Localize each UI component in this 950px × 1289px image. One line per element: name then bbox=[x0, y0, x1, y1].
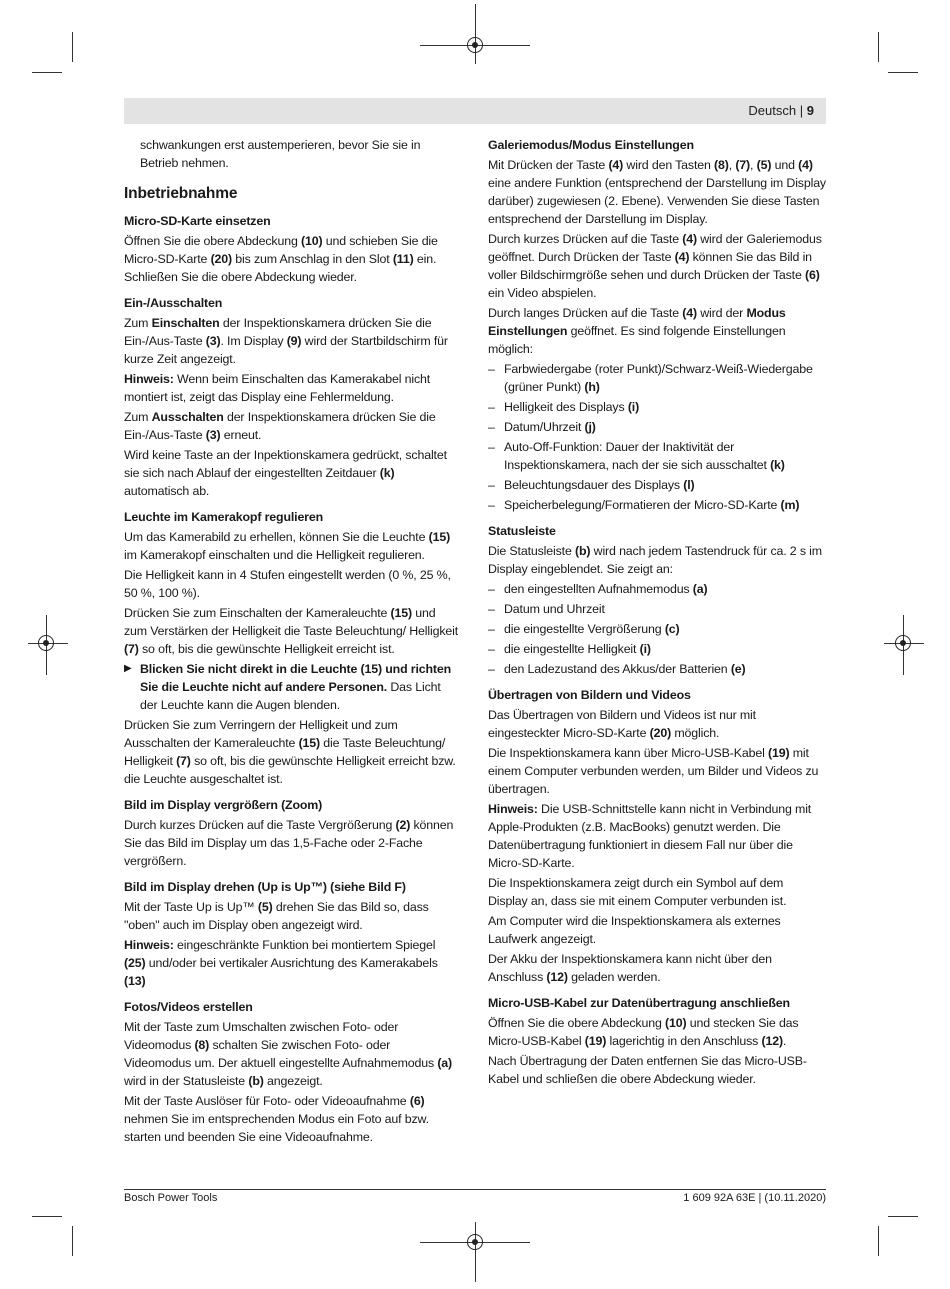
paragraph: Zum Einschalten der Inspektionskamera drücken Sie die Ein-/Aus-Taste (3). Im Display (9) wird der Startbildschirm für kurze Zeit angezeigt. bbox=[124, 316, 448, 366]
page-label bbox=[748, 103, 814, 118]
paragraph: Wird keine Taste an der Inpektionskamera gedrückt, schaltet sie sich nach Ablauf der eingestellten Zeitdauer (k) automatisch ab. bbox=[124, 448, 447, 498]
note: Hinweis: Wenn beim Einschalten das Kamerakabel nicht montiert ist, zeigt das Display eine Fehlermeldung. bbox=[124, 372, 431, 404]
heading: Galeriemodus/Modus Einstellungen bbox=[488, 138, 694, 152]
paragraph: Drücken Sie zum Einschalten der Kameraleuchte (15) und zum Verstärken der Helligkeit die Taste Beleuchtung/ Helligkeit (7) so oft, bis die gewünschte Helligkeit erreicht ist. bbox=[124, 606, 458, 656]
list-item: – Helligkeit des Displays (i) bbox=[488, 398, 826, 416]
paragraph: Der Akku der Inspektionskamera kann nicht über den Anschluss (12) geladen werden. bbox=[488, 952, 772, 984]
list-item: – Farbwiedergabe (roter Punkt)/Schwarz-Weiß-Wiedergabe (grüner Punkt) (h) bbox=[488, 360, 826, 396]
left-column bbox=[124, 136, 460, 1148]
crop-mark bbox=[32, 72, 62, 73]
right-column bbox=[488, 136, 826, 1090]
paragraph: Die Statusleiste (b) wird nach jedem Tastendruck für ca. 2 s im Display eingeblendet. Sie zeigt an: bbox=[488, 544, 822, 576]
crop-mark bbox=[475, 1222, 476, 1282]
heading: Fotos/Videos erstellen bbox=[124, 1000, 253, 1014]
footer-rule bbox=[124, 1189, 826, 1190]
paragraph: Durch langes Drücken auf die Taste (4) wird der Modus Einstellungen geöffnet. Es sind folgende Einstellungen möglich: bbox=[488, 306, 786, 356]
section-title: Inbetriebnahme bbox=[124, 185, 238, 202]
list-item: – den Ladezustand des Akkus/der Batterien (e) bbox=[488, 660, 826, 678]
heading: Statusleiste bbox=[488, 524, 556, 538]
note: Hinweis: Die USB-Schnittstelle kann nicht in Verbindung mit Apple-Produkten (z.B. MacBooks) genutzt werden. Die Datenübertragung funktioniert in diesem Fall nur über die Micro-SD-Karte. bbox=[488, 802, 812, 870]
page-header bbox=[124, 98, 826, 124]
crop-mark bbox=[475, 4, 476, 64]
header-language: Deutsch bbox=[748, 103, 797, 118]
list-item: – Auto-Off-Funktion: Dauer der Inaktivität der Inspektionskamera, nach der sie sich ausschaltet (k) bbox=[488, 438, 826, 474]
paragraph: schwankungen erst austemperieren, bevor Sie sie in Betrieb nehmen. bbox=[140, 138, 421, 170]
paragraph: Öffnen Sie die obere Abdeckung (10) und schieben Sie die Micro-SD-Karte (20) bis zum Anschlag in den Slot (11) ein. Schließen Sie die obere Abdeckung wieder. bbox=[124, 234, 438, 284]
safety-warning: ▶ Blicken Sie nicht direkt in die Leuchte (15) und richten Sie die Leuchte nicht auf andere Personen. Das Licht der Leuchte kann die Augen blenden. bbox=[124, 662, 452, 712]
paragraph: Mit der Taste Up is Up™ (5) drehen Sie das Bild so, dass "oben" auch im Display oben angezeigt wird. bbox=[124, 900, 429, 932]
crop-mark bbox=[888, 1216, 918, 1217]
heading: Übertragen von Bildern und Videos bbox=[488, 688, 691, 702]
paragraph: Durch kurzes Drücken auf die Taste (4) wird der Galeriemodus geöffnet. Durch Drücken der Taste (4) können Sie das Bild in voller Bildschirmgröße sehen und durch Drücken der Taste (6) ein Video abspielen. bbox=[488, 232, 822, 300]
paragraph: Drücken Sie zum Verringern der Helligkeit und zum Ausschalten der Kameraleuchte (15) die Taste Beleuchtung/ Helligkeit (7) so oft, bis die gewünschte Helligkeit erreicht bzw. die Leuchte ausgeschaltet ist. bbox=[124, 718, 456, 786]
paragraph: Am Computer wird die Inspektionskamera als externes Laufwerk angezeigt. bbox=[488, 914, 781, 946]
status-list bbox=[488, 580, 826, 678]
crop-mark bbox=[72, 32, 73, 62]
list-item: – Datum und Uhrzeit bbox=[488, 600, 826, 618]
page-number: 9 bbox=[806, 103, 814, 118]
paragraph: Um das Kamerabild zu erhellen, können Sie die Leuchte (15) im Kamerakopf einschalten und die Helligkeit regulieren. bbox=[124, 530, 451, 562]
list-item: – die eingestellte Helligkeit (i) bbox=[488, 640, 826, 658]
list-item: – die eingestellte Vergrößerung (c) bbox=[488, 620, 826, 638]
list-item: – den eingestellten Aufnahmemodus (a) bbox=[488, 580, 826, 598]
crop-mark bbox=[32, 1216, 62, 1217]
paragraph: Die Helligkeit kann in 4 Stufen eingestellt werden (0 %, 25 %, 50 %, 100 %). bbox=[124, 568, 451, 600]
paragraph: Zum Ausschalten der Inspektionskamera drücken Sie die Ein-/Aus-Taste (3) erneut. bbox=[124, 410, 436, 442]
list-item: – Datum/Uhrzeit (j) bbox=[488, 418, 826, 436]
paragraph: Die Inspektionskamera zeigt durch ein Symbol auf dem Display an, dass sie mit einem Computer verbunden ist. bbox=[488, 876, 787, 908]
header-separator: | bbox=[799, 103, 804, 118]
settings-list bbox=[488, 360, 826, 514]
registration-mark-icon bbox=[38, 635, 54, 651]
crop-mark bbox=[72, 1226, 73, 1256]
paragraph: Nach Übertragung der Daten entfernen Sie das Micro-USB-Kabel und schließen die obere Abdeckung wieder. bbox=[488, 1054, 807, 1086]
paragraph: Durch kurzes Drücken auf die Taste Vergrößerung (2) können Sie das Bild im Display um das 1,5-Fache oder 2-Fache vergrößern. bbox=[124, 818, 454, 868]
paragraph: Mit der Taste zum Umschalten zwischen Foto- oder Videomodus (8) schalten Sie zwischen Foto- oder Videomodus um. Der aktuell eingestellte Aufnahmemodus (a) wird in der Statusleiste (b) angezeigt. bbox=[124, 1020, 453, 1088]
crop-mark bbox=[878, 32, 879, 62]
registration-mark-icon bbox=[895, 635, 911, 651]
paragraph: Mit der Taste Auslöser für Foto- oder Videoaufnahme (6) nehmen Sie im entsprechenden Modus ein Foto auf bzw. starten und beenden Sie eine Videoaufnahme. bbox=[124, 1094, 429, 1144]
registration-mark-icon bbox=[467, 37, 483, 53]
list-item: – Beleuchtungsdauer des Displays (l) bbox=[488, 476, 826, 494]
footer-brand: Bosch Power Tools bbox=[124, 1192, 218, 1204]
note: Hinweis: eingeschränkte Funktion bei montiertem Spiegel (25) und/oder bei vertikaler Ausrichtung des Kamerakabels (13) bbox=[124, 938, 438, 988]
footer-doc-number: 1 609 92A 63E | (10.11.2020) bbox=[683, 1192, 826, 1204]
registration-mark-icon bbox=[467, 1234, 483, 1250]
heading: Bild im Display vergrößern (Zoom) bbox=[124, 798, 323, 812]
heading: Leuchte im Kamerakopf regulieren bbox=[124, 510, 324, 524]
paragraph: Das Übertragen von Bildern und Videos ist nur mit eingesteckter Micro-SD-Karte (20) möglich. bbox=[488, 708, 756, 740]
heading: Ein-/Ausschalten bbox=[124, 296, 223, 310]
paragraph: Mit Drücken der Taste (4) wird den Tasten (8), (7), (5) und (4) eine andere Funktion (entsprechend der Darstellung im Display darüber) zugewiesen (2. Ebene). Verwenden Sie diese Tasten entsprechend der Darstellung im Display. bbox=[488, 158, 826, 226]
crop-mark bbox=[878, 1226, 879, 1256]
list-item: – Speicherbelegung/Formatieren der Micro-SD-Karte (m) bbox=[488, 496, 826, 514]
heading: Bild im Display drehen (Up is Up™) (siehe Bild F) bbox=[124, 880, 406, 894]
heading: Micro-USB-Kabel zur Datenübertragung anschließen bbox=[488, 996, 790, 1010]
paragraph: Öffnen Sie die obere Abdeckung (10) und stecken Sie das Micro-USB-Kabel (19) lagerichtig in den Anschluss (12). bbox=[488, 1016, 799, 1048]
warning-triangle-icon: ▶ bbox=[124, 663, 132, 674]
crop-mark bbox=[888, 72, 918, 73]
heading: Micro-SD-Karte einsetzen bbox=[124, 214, 271, 228]
paragraph: Die Inspektionskamera kann über Micro-USB-Kabel (19) mit einem Computer verbunden werden, um Bilder und Videos zu übertragen. bbox=[488, 746, 819, 796]
